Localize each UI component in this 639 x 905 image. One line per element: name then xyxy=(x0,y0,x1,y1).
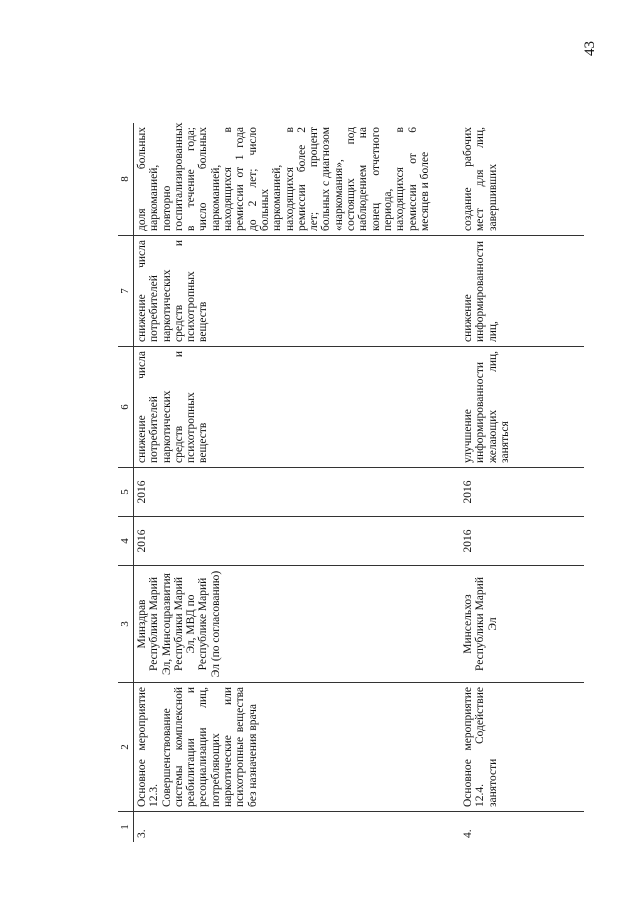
page-number: 43 xyxy=(582,41,598,56)
end-year-cell: 2016 xyxy=(460,468,584,517)
program-table xyxy=(118,123,584,842)
consequences-cell: снижение информированности лиц, xyxy=(460,236,584,347)
header-cell-7: 7 xyxy=(118,236,134,347)
table-row xyxy=(460,123,584,842)
header-cell-1: 1 xyxy=(118,812,134,843)
header-row xyxy=(118,123,134,842)
header-cell-6: 6 xyxy=(118,347,134,468)
event-cell: Основное мероприятие 12.3. Совершенствование системы комплексной реабилитации и ресоциализации лиц, потребляющих наркотические или психотропные вещества без назначения врача xyxy=(134,683,461,812)
header-cell-4: 4 xyxy=(118,517,134,566)
table-row xyxy=(134,123,461,842)
start-year-cell: 2016 xyxy=(460,517,584,566)
result-cell: снижение числа потребителей наркотических средств и психотропных веществ xyxy=(134,347,461,468)
header-cell-8: 8 xyxy=(118,123,134,236)
header-cell-3: 3 xyxy=(118,566,134,683)
row-number: 3. xyxy=(136,829,148,838)
start-year-cell: 2016 xyxy=(134,517,461,566)
indicators-cell: создание рабочих мест для лиц, завершивших xyxy=(460,123,584,236)
executor-cell: Минсельхоз Республики Марий Эл xyxy=(460,566,584,683)
indicators-cell: доля больных наркоманией, повторно госпитализированных в течение года; число больных наркоманией, находящихся в ремиссии от 1 года до 2 лет; число больных наркоманией, находящихся в ремиссии более 2 лет; процент больных с диагнозом «наркомания», состоящих под наблюдением на конец отчетного периода, находящихся в ремиссии от 6 месяцев и более xyxy=(134,123,461,236)
end-year-cell: 2016 xyxy=(134,468,461,517)
result-cell: улучшение информированности желающих лиц, заняться xyxy=(460,347,584,468)
header-cell-5: 5 xyxy=(118,468,134,517)
header-cell-2: 2 xyxy=(118,683,134,812)
rotated-table-area xyxy=(118,122,598,842)
row-number: 4. xyxy=(462,829,474,838)
event-cell: Основное мероприятие 12.4. Содействие занятости xyxy=(460,683,584,812)
executor-cell: Минздрав Республики Марий Эл, Минсоцразвития Республики Марий Эл, МВД по Республике Марий Эл (по согласованию) xyxy=(134,566,461,683)
consequences-cell: снижение числа потребителей наркотических средств и психотропных веществ xyxy=(134,236,461,347)
